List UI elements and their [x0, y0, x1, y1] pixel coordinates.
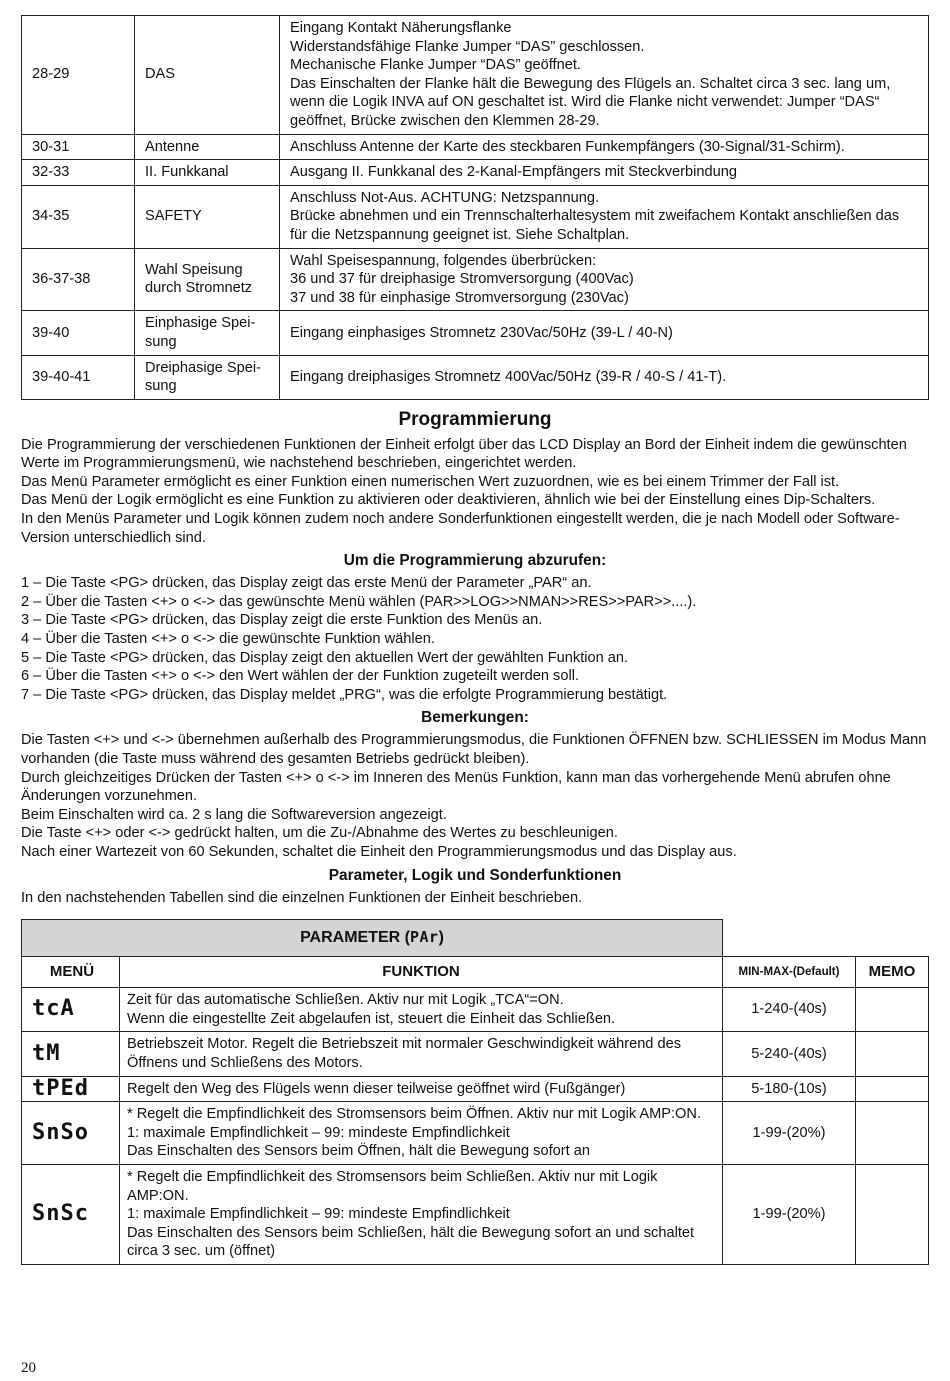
description-line: Anschluss Not-Aus. ACHTUNG: Netzspannung.	[290, 189, 600, 206]
terminal-number: 32-33	[22, 160, 135, 186]
parameter-row	[22, 988, 929, 1032]
page-number: 20	[21, 1360, 36, 1376]
text-line: 3 – Die Taste <PG> drücken, das Display zeigt die erste Funktion des Menüs an.	[21, 612, 543, 629]
description-line: Das Einschalten der Flanke hält die Bewegung des Flügels an. Schaltet circa 3 sec. lang um, wenn die Logik INVA auf ON geschaltet ist. Wird die Flanke nicht verwendet: Jumper “DAS“ geöffnet, Brücke zwischen den Klemmen 28-29.	[290, 75, 891, 129]
parameter-menu-code: tcA	[22, 988, 120, 1032]
text-line: Das Menü Parameter ermöglicht es einer Funktion einen numerischen Wert zuzuordnen, wie es bei einem Trimmer der Fall ist.	[21, 473, 840, 490]
terminal-description	[280, 16, 929, 135]
terminal-name: Wahl Speisung durch Stromnetz	[135, 248, 280, 311]
text-line: 6 – Über die Tasten <+> o <-> den Wert wählen der der Funktion zugeteilt werden soll.	[21, 668, 580, 685]
description-line: Brücke abnehmen und ein Trennschalterhaltesystem mit zweifachem Kontakt anschließen das für die Netzspannung geeignet ist. Siehe Schaltplan.	[290, 208, 900, 243]
parameter-memo	[856, 1164, 929, 1264]
text-line: Die Programmierung der verschiedenen Funktionen der Einheit erfolgt über das LCD Display an Bord der Einheit indem die gewünschten Werte im Programmierungsmenü, wie nachstehend beschrieben, eingerichtet werden.	[21, 436, 907, 472]
call-programming-title: Um die Programmierung abzurufen:	[343, 552, 607, 570]
description-line: Anschluss Antenne der Karte des steckbaren Funkempfängers (30-Signal/31-Schirm).	[290, 138, 845, 155]
terminal-row	[22, 248, 929, 311]
programming-steps	[21, 574, 929, 704]
terminal-row	[22, 185, 929, 248]
text-line: 5 – Die Taste <PG> drücken, das Display zeigt den aktuellen Wert der gewählten Funktion an.	[21, 649, 629, 666]
col-function-header: FUNKTION	[120, 957, 723, 988]
parameter-table	[21, 919, 929, 1265]
terminal-name: SAFETY	[135, 185, 280, 248]
text-line: Beim Einschalten wird ca. 2 s lang die Softwareversion angezeigt.	[21, 806, 447, 823]
terminal-description	[280, 160, 929, 186]
terminal-number: 39-40-41	[22, 355, 135, 399]
description-line: Mechanische Flanke Jumper “DAS” geöffnet.	[290, 57, 581, 74]
parameter-memo	[856, 1076, 929, 1102]
params-section-title: Parameter, Logik und Sonderfunktionen	[328, 866, 622, 884]
parameter-memo	[856, 1102, 929, 1165]
terminal-name: Dreiphasige Spei-sung	[135, 355, 280, 399]
terminal-name: DAS	[135, 16, 280, 135]
parameter-function	[120, 1076, 723, 1102]
parameter-menu-code: tM	[22, 1032, 120, 1076]
description-line: Eingang dreiphasiges Stromnetz 400Vac/50Hz (39-R / 40-S / 41-T).	[290, 368, 727, 385]
text-line: 4 – Über die Tasten <+> o <-> die gewünschte Funktion wählen.	[21, 631, 435, 648]
terminal-description	[280, 311, 929, 355]
terminal-row	[22, 134, 929, 160]
function-line: * Regelt die Empfindlichkeit des Stromsensors beim Schließen. Aktiv nur mit Logik AMP:ON.	[127, 1168, 658, 1204]
parameter-menu-code: SnSc	[22, 1164, 120, 1264]
description-line: 37 und 38 für einphasige Stromversorgung (230Vac)	[290, 289, 629, 306]
parameter-menu-code: tPEd	[22, 1076, 120, 1102]
parameter-range: 1-99-(20%)	[723, 1164, 856, 1264]
function-line: Betriebszeit Motor. Regelt die Betriebszeit mit normaler Geschwindigkeit während des Öffnens und Schließens des Motors.	[127, 1036, 682, 1071]
terminal-name: Antenne	[135, 134, 280, 160]
parameter-menu-code: SnSo	[22, 1102, 120, 1165]
text-line: Das Menü der Logik ermöglicht es eine Funktion zu aktivieren oder deaktivieren, ähnlich wie bei der Einstellung eines Dip-Schalters.	[21, 492, 876, 509]
text-line: 1 – Die Taste <PG> drücken, das Display zeigt das erste Menü der Parameter „PAR“ an.	[21, 575, 592, 592]
notes-text	[21, 731, 929, 861]
text-line: Nach einer Wartezeit von 60 Sekunden, schaltet die Einheit den Programmierungsmodus und das Display aus.	[21, 843, 737, 860]
function-line: Das Einschalten des Sensors beim Schließen, hält die Bewegung sofort an und schaltet circa 3 sec. um (öffnet)	[127, 1224, 695, 1260]
parameter-row	[22, 1102, 929, 1165]
text-line: Die Taste <+> oder <-> gedrückt halten, um die Zu-/Abnahme des Wertes zu beschleunigen.	[21, 825, 618, 842]
terminal-description	[280, 355, 929, 399]
text-line: Die Tasten <+> und <-> übernehmen außerhalb des Programmierungsmodus, die Funktionen ÖFFNEN bzw. SCHLIESSEN im Modus Mann vorhanden (die Taste muss während des gesamten Betriebs gedrückt bleiben).	[21, 732, 927, 767]
terminal-description	[280, 134, 929, 160]
text-line: Durch gleichzeitiges Drücken der Tasten <+> o <-> im Inneren des Menüs Funktion, kann man das vorhergehende Menü abrufen ohne Änderungen vorzunehmen.	[21, 769, 891, 805]
page-content	[21, 15, 929, 1265]
parameter-memo	[856, 1032, 929, 1076]
function-line: 1: maximale Empfindlichkeit – 99: mindeste Empfindlichkeit	[127, 1206, 510, 1223]
function-line: Zeit für das automatische Schließen. Aktiv nur mit Logik „TCA“=ON.	[127, 992, 564, 1009]
function-line: Regelt den Weg des Flügels wenn dieser teilweise geöffnet wird (Fußgänger)	[127, 1080, 626, 1097]
text-line: 7 – Die Taste <PG> drücken, das Display meldet „PRG“, was die erfolgte Programmierung bestätigt.	[21, 686, 668, 703]
description-line: 36 und 37 für dreiphasige Stromversorgung (400Vac)	[290, 271, 634, 288]
description-line: Wahl Speisespannung, folgendes überbrücken:	[290, 252, 597, 269]
terminal-row	[22, 355, 929, 399]
parameter-code: PAr	[410, 928, 439, 947]
text-line: 2 – Über die Tasten <+> o <-> das gewünschte Menü wählen (PAR>>LOG>>NMAN>>RES>>PAR>>....).	[21, 593, 697, 610]
terminal-number: 30-31	[22, 134, 135, 160]
terminal-number: 28-29	[22, 16, 135, 135]
text-line: In den Menüs Parameter und Logik können zudem noch andere Sonderfunktionen eingestellt werden, die je nach Modell oder Software-Version unterschiedlich sind.	[21, 511, 900, 546]
terminal-number: 36-37-38	[22, 248, 135, 311]
function-line: * Regelt die Empfindlichkeit des Stromsensors beim Öffnen. Aktiv nur mit Logik AMP:ON.	[127, 1106, 701, 1123]
terminal-row	[22, 160, 929, 186]
parameter-function	[120, 1032, 723, 1076]
parameter-range: 1-240-(40s)	[723, 988, 856, 1032]
parameter-memo	[856, 988, 929, 1032]
function-line: Wenn die eingestellte Zeit abgelaufen ist, steuert die Einheit das Schließen.	[127, 1010, 616, 1027]
parameter-table-title: PARAMETER (PAr)	[22, 920, 723, 957]
parameter-range: 5-240-(40s)	[723, 1032, 856, 1076]
parameter-function	[120, 988, 723, 1032]
terminal-row	[22, 311, 929, 355]
terminal-name: Einphasige Spei-sung	[135, 311, 280, 355]
parameter-range: 1-99-(20%)	[723, 1102, 856, 1165]
description-line: Widerstandsfähige Flanke Jumper “DAS” geschlossen.	[290, 38, 645, 55]
parameter-range: 5-180-(10s)	[723, 1076, 856, 1102]
terminal-number: 39-40	[22, 311, 135, 355]
terminal-number: 34-35	[22, 185, 135, 248]
programming-title: Programmierung	[398, 408, 552, 430]
parameter-function	[120, 1164, 723, 1264]
terminal-row	[22, 16, 929, 135]
params-intro: In den nachstehenden Tabellen sind die einzelnen Funktionen der Einheit beschrieben.	[21, 889, 583, 906]
description-line: Eingang einphasiges Stromnetz 230Vac/50Hz (39-L / 40-N)	[290, 324, 673, 341]
description-line: Ausgang II. Funkkanal des 2-Kanal-Empfängers mit Steckverbindung	[290, 164, 737, 181]
terminals-table	[21, 15, 929, 400]
parameter-row	[22, 1164, 929, 1264]
col-memo-header: MEMO	[856, 957, 929, 988]
parameter-function	[120, 1102, 723, 1165]
function-line: 1: maximale Empfindlichkeit – 99: mindeste Empfindlichkeit	[127, 1124, 510, 1141]
notes-title: Bemerkungen:	[421, 709, 529, 727]
function-line: Das Einschalten des Sensors beim Öffnen, hält die Bewegung sofort an	[127, 1143, 590, 1160]
terminal-description	[280, 248, 929, 311]
terminal-description	[280, 185, 929, 248]
col-menu-header: MENÜ	[22, 957, 120, 988]
parameter-row	[22, 1076, 929, 1102]
col-range-header: MIN-MAX-(Default)	[723, 957, 856, 988]
parameter-row	[22, 1032, 929, 1076]
description-line: Eingang Kontakt Näherungsflanke	[290, 20, 512, 36]
programming-intro	[21, 436, 929, 548]
terminal-name: II. Funkkanal	[135, 160, 280, 186]
